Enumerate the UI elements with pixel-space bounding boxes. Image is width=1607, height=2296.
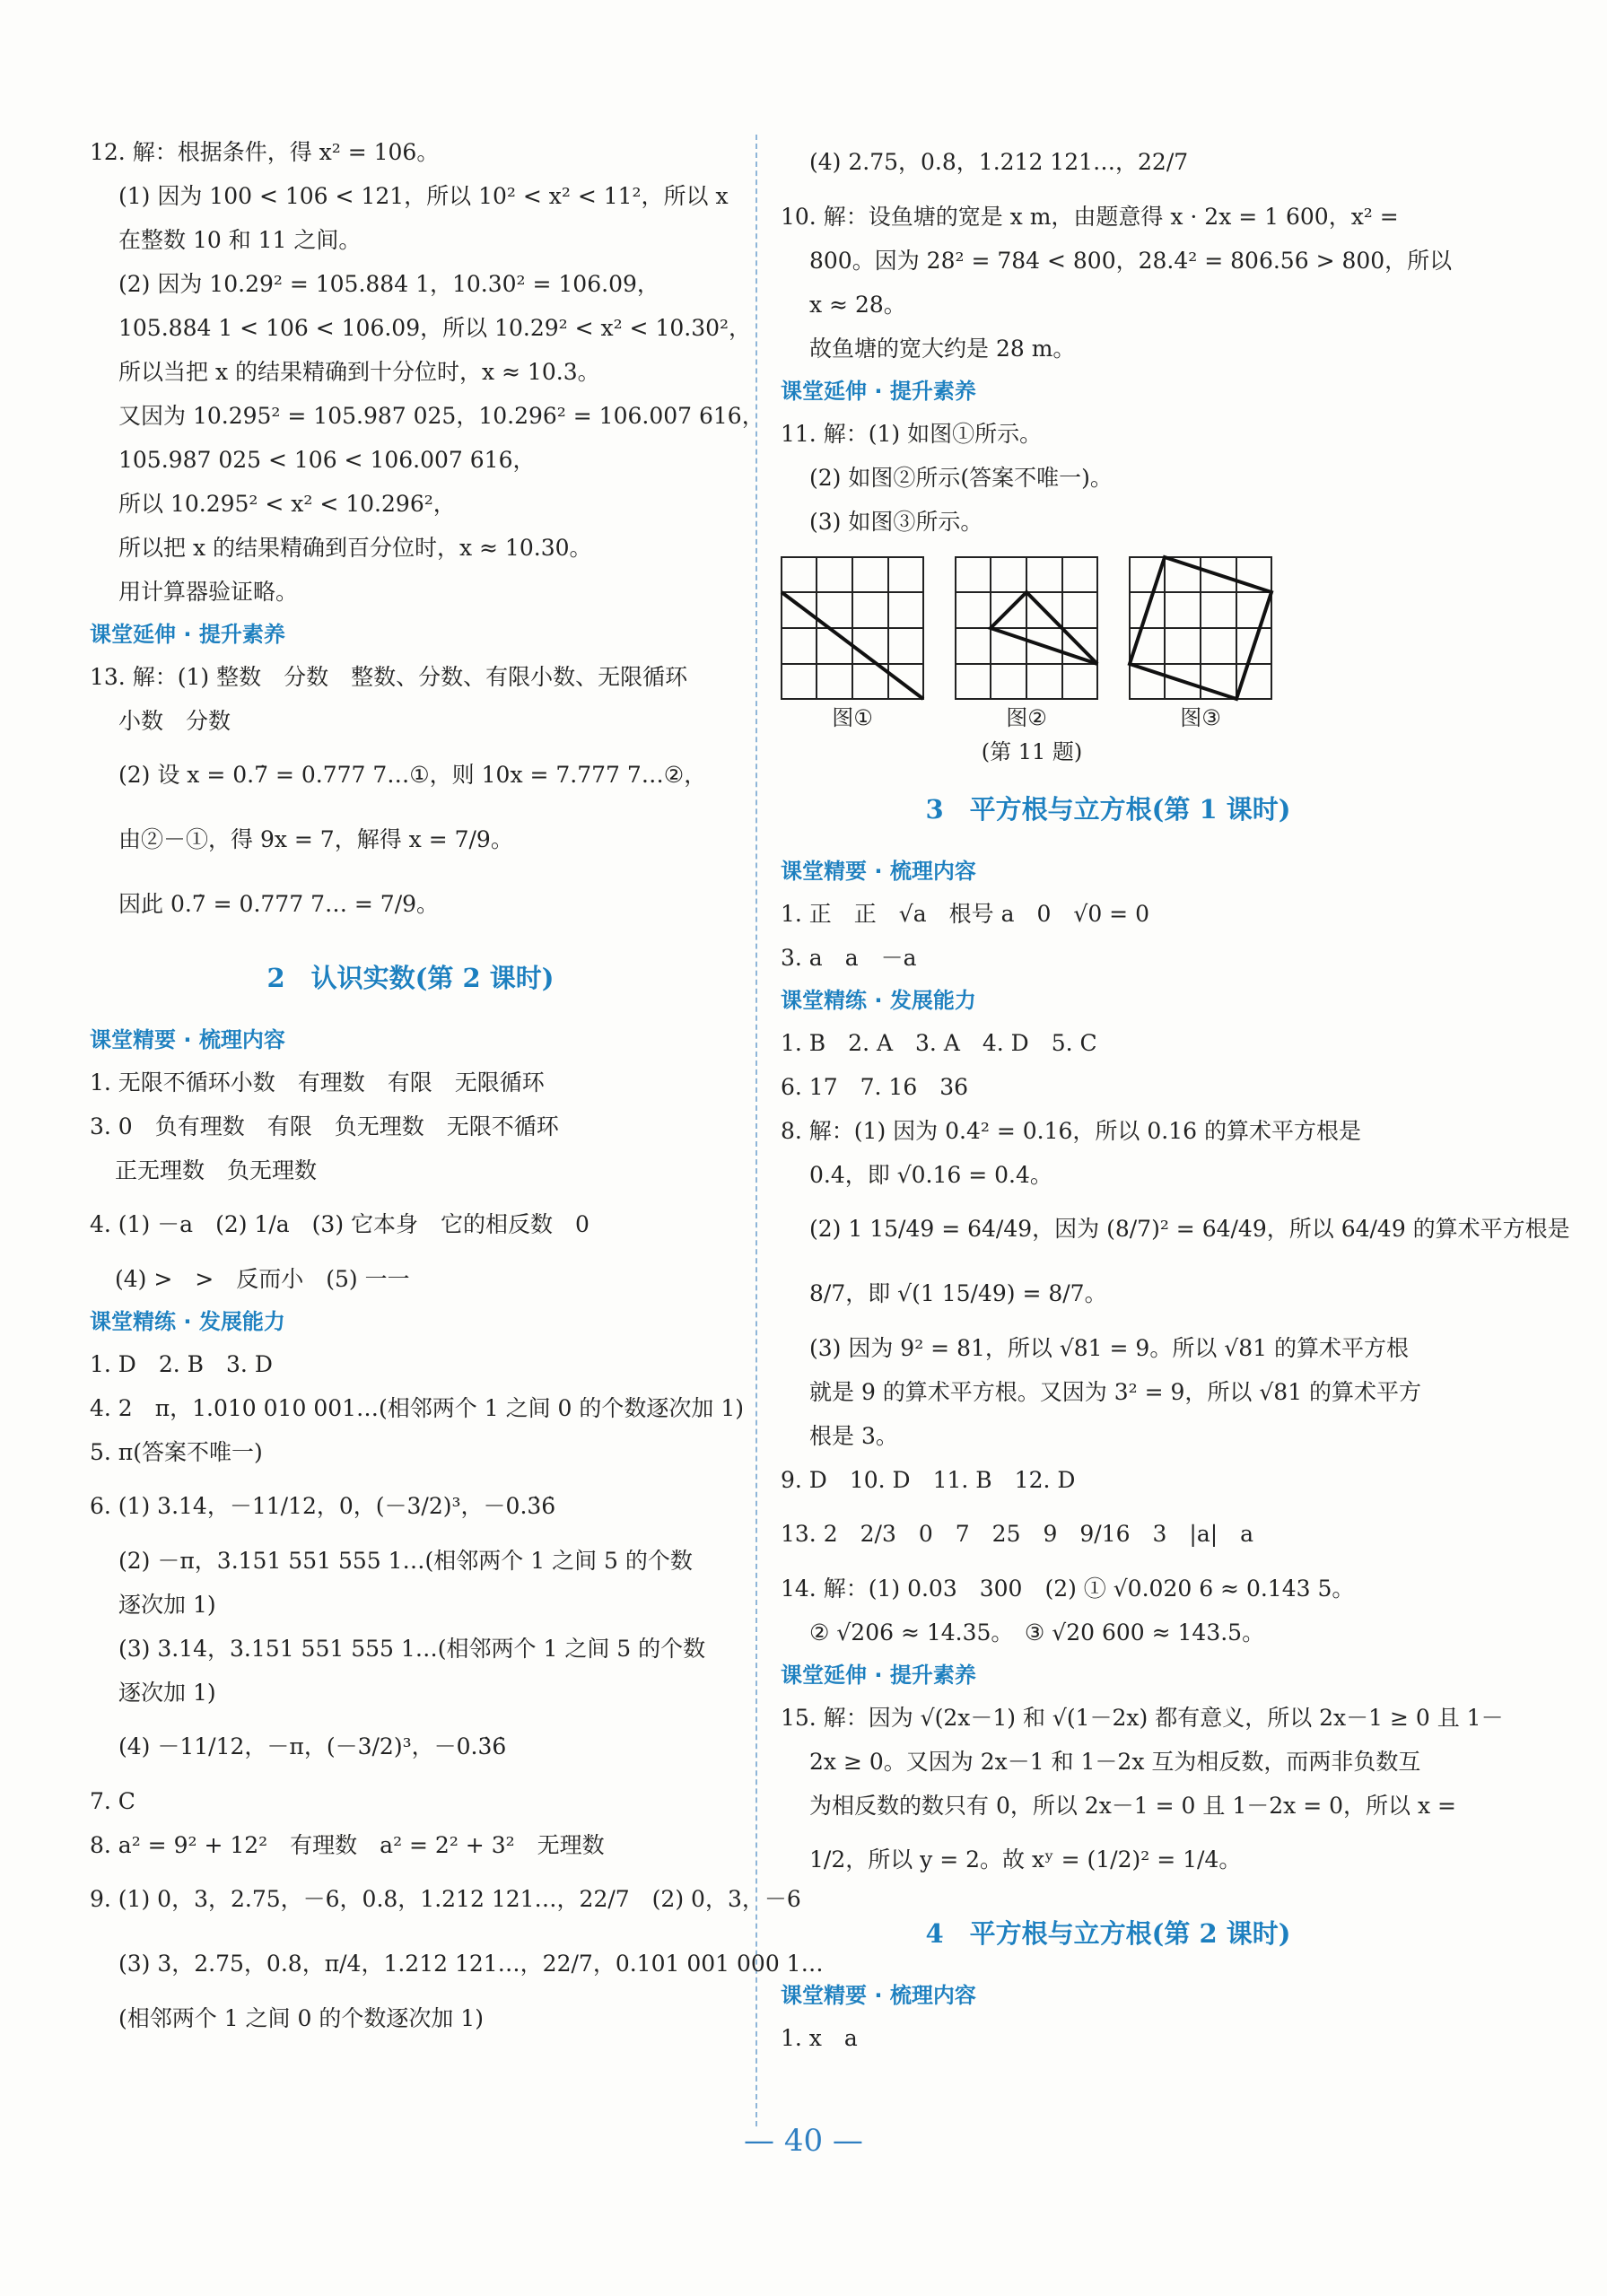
answer-line: 1. x a xyxy=(781,2025,858,2051)
figure-caption: (第 11 题) xyxy=(981,739,1083,764)
answer-line: 8. 解：(1) 因为 0.4² = 0.16，所以 0.16 的算术平方根是 xyxy=(781,1118,1361,1144)
section-heading: 课堂精练 · 发展能力 xyxy=(90,1309,285,1334)
answer-line: (3) 3，2.75，0.8，π/4，1.212 121…，22/7，0.101 001 000 1… xyxy=(118,1951,824,1977)
answer-line: 800。因为 28² = 784 < 800，28.4² = 806.56 > 800，所以 xyxy=(809,248,1453,274)
answer-line: 13. 解：(1) 整数 分数 整数、分数、有限小数、无限循环 xyxy=(90,664,688,690)
section-heading: 课堂延伸 · 提升素养 xyxy=(781,379,976,404)
answer-line: 8. a² = 9² + 12² 有理数 a² = 2² + 3² 无理数 xyxy=(90,1832,605,1858)
answer-line: 0.4，即 √0.16 = 0.4。 xyxy=(809,1162,1052,1188)
answer-line: 又因为 10.295² = 105.987 025，10.296² = 106.007 616， xyxy=(118,403,764,429)
answer-line: (1) 因为 100 < 106 < 121，所以 10² < x² < 11²，所以 x xyxy=(118,183,729,209)
answer-line: 105.987 025 < 106 < 106.007 616， xyxy=(118,447,536,473)
answer-line: 9. (1) 0，3，2.75，－6，0.8，1.212 121…，22/7 (2) 0，3，－6 xyxy=(90,1886,801,1912)
answer-line: 9. D 10. D 11. B 12. D xyxy=(781,1467,1076,1493)
right-column-top xyxy=(781,130,1453,544)
answer-line: 11. 解：(1) 如图①所示。 xyxy=(781,421,1043,447)
answer-line: 4. (1) －a (2) 1/a (3) 它本身 它的相反数 0 xyxy=(90,1211,590,1237)
answer-line: 故鱼塘的宽大约是 28 m。 xyxy=(809,336,1076,362)
answer-line: (2) －π，3.151 551 555 1…(相邻两个 1 之间 5 的个数 xyxy=(118,1548,693,1574)
answer-line: 就是 9 的算术平方根。又因为 3² = 9，所以 √81 的算术平方 xyxy=(809,1379,1422,1405)
lesson-heading: 4 平方根与立方根(第 2 课时) xyxy=(925,1918,1291,1949)
answer-line: (4) 2.75，0.8，1.212 121…，22/7 xyxy=(809,149,1189,175)
answer-line: 在整数 10 和 11 之间。 xyxy=(118,227,362,253)
answer-line: 小数 分数 xyxy=(118,708,231,734)
answer-line: 为相反数的数只有 0，所以 2x－1 = 0 且 1－2x = 0，所以 x = xyxy=(809,1793,1456,1819)
answer-line: 所以 10.295² < x² < 10.296²， xyxy=(118,491,456,517)
answer-line: 5. π(答案不唯一) xyxy=(90,1439,263,1465)
answer-line: 13. 2 2/3 0 7 25 9 9/16 3 |a| a xyxy=(781,1521,1254,1547)
answer-line: ② √206 ≈ 14.35。 ③ √20 600 ≈ 143.5。 xyxy=(809,1619,1265,1646)
figure-row-q11 xyxy=(781,556,1436,736)
left-column xyxy=(90,130,824,2040)
answer-line: 所以当把 x 的结果精确到十分位时，x ≈ 10.3。 xyxy=(118,359,600,385)
grid-figure-3-icon xyxy=(1129,556,1272,700)
answer-line: (2) 因为 10.29² = 105.884 1，10.30² = 106.09， xyxy=(118,271,659,297)
answer-line: 1. 无限不循环小数 有理数 有限 无限循环 xyxy=(90,1069,545,1096)
answer-line: 12. 解：根据条件，得 x² = 106。 xyxy=(90,139,440,165)
figure-3-label: 图③ xyxy=(1180,705,1221,730)
answer-line: 8/7，即 √(1 15/49) = 8/7。 xyxy=(809,1280,1107,1306)
grid-figure-1-icon xyxy=(781,556,924,700)
figure-2-label: 图② xyxy=(1006,705,1047,730)
answer-line: 逐次加 1) xyxy=(118,1680,216,1706)
answer-line: (2) 如图②所示(答案不唯一)。 xyxy=(809,465,1113,491)
answer-line: 1. 正 正 √a 根号 a 0 √0 = 0 xyxy=(781,901,1149,927)
answer-line: (4) －11/12，－π，(－3/2)³，－0.3̇6̇ xyxy=(118,1733,507,1759)
answer-line: 15. 解：因为 √(2x－1) 和 √(1－2x) 都有意义，所以 2x－1 ≥ 0 且 1－ xyxy=(781,1705,1504,1731)
answer-line: 6. (1) 3.14，－11/12，0，(－3/2)³，－0.3̇6̇ xyxy=(90,1493,556,1519)
answer-line: 1/2，所以 y = 2。故 xʸ = (1/2)² = 1/4。 xyxy=(809,1846,1242,1873)
answer-line: 105.884 1 < 106 < 106.09，所以 10.29² < x² < 10.30²， xyxy=(118,315,752,341)
answer-line: 因此 0.7̇ = 0.777 7… = 7/9。 xyxy=(118,891,440,917)
lesson-heading: 2 认识实数(第 2 课时) xyxy=(266,963,555,993)
answer-line: (3) 3.14，3.151 551 555 1…(相邻两个 1 之间 5 的个数 xyxy=(118,1636,706,1662)
answer-line: 1. B 2. A 3. A 4. D 5. C xyxy=(781,1030,1097,1056)
answer-line: x ≈ 28。 xyxy=(809,292,906,318)
section-heading: 课堂延伸 · 提升素养 xyxy=(781,1663,976,1688)
figure-2 xyxy=(955,556,1098,736)
answer-line: (3) 如图③所示。 xyxy=(809,509,983,535)
answer-line: 3. 0 负有理数 有限 负无理数 无限不循环 xyxy=(90,1113,559,1139)
grid-figure-2-icon xyxy=(955,556,1098,700)
answer-line: (相邻两个 1 之间 0 的个数逐次加 1) xyxy=(118,2005,484,2031)
right-column-bottom xyxy=(781,768,1570,2060)
figure-1-label: 图① xyxy=(832,705,873,730)
answer-line: 10. 解：设鱼塘的宽是 x m，由题意得 x · 2x = 1 600，x² = xyxy=(781,204,1399,230)
figure-3 xyxy=(1129,556,1272,736)
answer-line: 用计算器验证略。 xyxy=(118,579,299,605)
answer-line: 2x ≥ 0。又因为 2x－1 和 1－2x 互为相反数，而两非负数互 xyxy=(809,1749,1421,1775)
page-number: — 40 — xyxy=(744,2123,863,2159)
section-heading: 课堂精要 · 梳理内容 xyxy=(90,1027,285,1052)
answer-line: (3) 因为 9² = 81，所以 √81 = 9。所以 √81 的算术平方根 xyxy=(809,1335,1409,1361)
answer-line: 1. D 2. B 3. D xyxy=(90,1351,273,1377)
figure-1 xyxy=(781,556,924,736)
answer-line: 7. C xyxy=(90,1788,135,1814)
answer-line: (2) 设 x = 0.7̇ = 0.777 7…①，则 10x = 7.777 7…②， xyxy=(118,762,707,788)
answer-line: 14. 解：(1) 0.03 300 (2) ① √0.020 6 ≈ 0.143 5。 xyxy=(781,1576,1355,1602)
answer-line: 3. a a －a xyxy=(781,945,917,971)
right-column xyxy=(781,130,1570,2060)
answer-line: (2) 1 15/49 = 64/49，因为 (8/7)² = 64/49，所以 64/49 的算术平方根是 xyxy=(809,1216,1570,1242)
answer-line: 根是 3。 xyxy=(809,1423,898,1449)
section-heading: 课堂精要 · 梳理内容 xyxy=(781,859,976,884)
section-heading: 课堂精练 · 发展能力 xyxy=(781,988,976,1013)
answer-line: (4) > > 反而小 (5) 一一 xyxy=(115,1266,410,1292)
answer-line: 4. 2 π，1.010 010 001…(相邻两个 1 之间 0 的个数逐次加 1) xyxy=(90,1395,744,1421)
answer-line: 所以把 x 的结果精确到百分位时，x ≈ 10.30。 xyxy=(118,535,592,561)
answer-line: 正无理数 负无理数 xyxy=(115,1157,318,1183)
lesson-heading: 3 平方根与立方根(第 1 课时) xyxy=(925,794,1291,825)
section-heading: 课堂延伸 · 提升素养 xyxy=(90,622,285,647)
answer-line: 6. 17 7. 16 36 xyxy=(781,1074,969,1100)
answer-line: 由②－①，得 9x = 7，解得 x = 7/9。 xyxy=(118,826,513,852)
section-heading: 课堂精要 · 梳理内容 xyxy=(781,1983,976,2008)
answer-line: 逐次加 1) xyxy=(118,1592,216,1618)
